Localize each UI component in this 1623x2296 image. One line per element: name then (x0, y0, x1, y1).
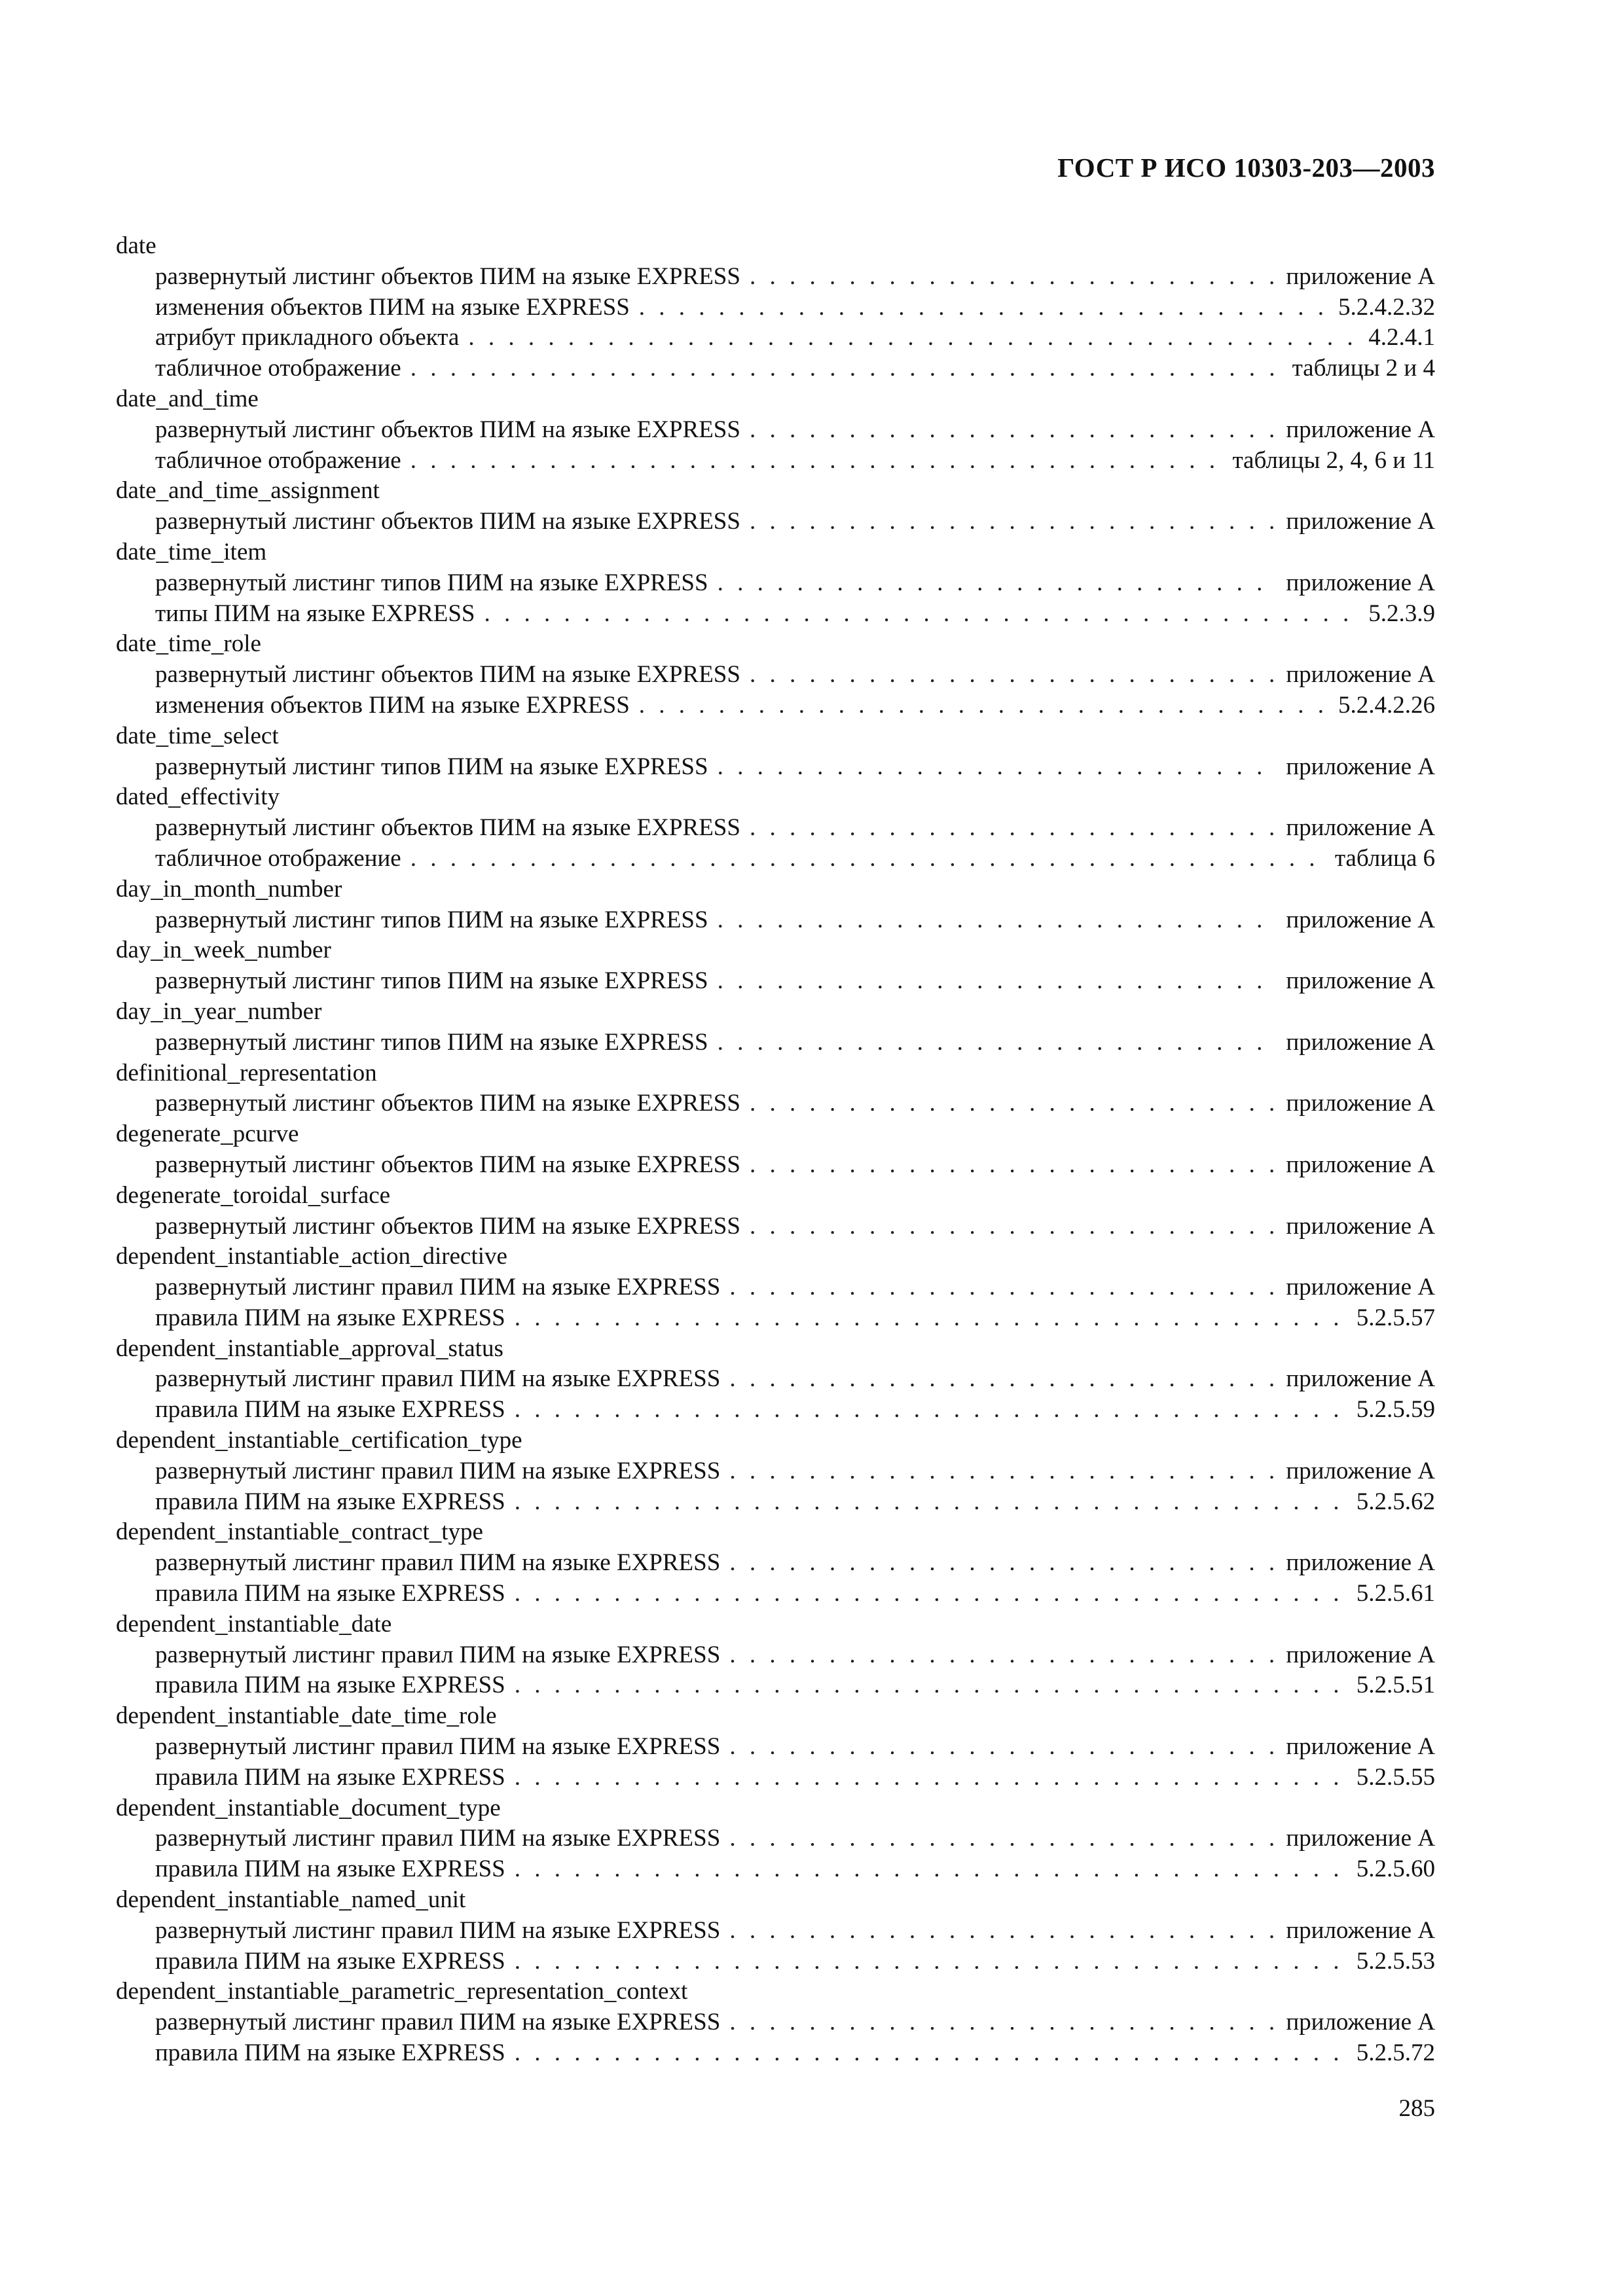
index-term: dependent_instantiable_approval_status (116, 1335, 503, 1362)
index-reference-row (116, 1579, 1435, 1609)
reference-location: 5.2.5.72 (1356, 2039, 1435, 2067)
reference-label: развернутый листинг типов ПИМ на языке EXPRESS (155, 569, 708, 596)
dot-leader (750, 813, 1277, 844)
reference-location: таблица 6 (1334, 844, 1435, 872)
reference-location: приложение А (1286, 906, 1435, 933)
reference-label: правила ПИМ на языке EXPRESS (155, 1763, 505, 1791)
dot-leader (729, 1272, 1277, 1303)
index-reference-row (116, 966, 1435, 997)
index-reference-row (116, 1763, 1435, 1793)
dot-leader (718, 966, 1277, 997)
dot-leader (410, 844, 1326, 874)
reference-location: приложение А (1286, 508, 1435, 535)
index-reference-row (116, 1088, 1435, 1119)
reference-label: развернутый листинг объектов ПИМ на языке EXPRESS (155, 1212, 740, 1240)
dot-leader (718, 752, 1277, 783)
index-reference-row (116, 568, 1435, 599)
reference-location: приложение А (1286, 1212, 1435, 1240)
dot-leader (639, 691, 1329, 721)
reference-location: приложение А (1286, 1274, 1435, 1301)
index-reference-row (116, 1364, 1435, 1395)
dot-leader (729, 1916, 1277, 1946)
index-reference-row (116, 660, 1435, 691)
reference-label: правила ПИМ на языке EXPRESS (155, 1304, 505, 1331)
dot-leader (410, 353, 1283, 384)
dot-leader (515, 1487, 1347, 1518)
index-term: dependent_instantiable_parametric_representation_context (116, 1978, 688, 2005)
index-term: date_and_time (116, 385, 259, 412)
index-reference-row (116, 1456, 1435, 1487)
index-term: date_and_time_assignment (116, 477, 380, 505)
reference-location: приложение А (1286, 1825, 1435, 1852)
reference-location: приложение А (1286, 1641, 1435, 1668)
index-reference-row (116, 813, 1435, 844)
dot-leader (729, 1548, 1277, 1579)
dot-leader (468, 323, 1359, 353)
index-reference-row (116, 1028, 1435, 1058)
index-reference-row (116, 353, 1435, 384)
dot-leader (750, 507, 1277, 537)
reference-label: развернутый листинг правил ПИМ на языке EXPRESS (155, 1916, 721, 1944)
index-reference-row (116, 1272, 1435, 1303)
index-term: dependent_instantiable_named_unit (116, 1886, 466, 1914)
reference-label: развернутый листинг объектов ПИМ на языке EXPRESS (155, 508, 740, 535)
reference-location: таблицы 2, 4, 6 и 11 (1232, 446, 1435, 474)
reference-location: приложение А (1286, 1916, 1435, 1944)
index-reference-row (116, 599, 1435, 630)
index-reference-row (116, 293, 1435, 323)
index-term: degenerate_toroidal_surface (116, 1181, 391, 1209)
reference-label: изменения объектов ПИМ на языке EXPRESS (155, 691, 630, 719)
reference-label: правила ПИМ на языке EXPRESS (155, 2039, 505, 2067)
reference-label: развернутый листинг типов ПИМ на языке EXPRESS (155, 753, 708, 780)
reference-label: табличное отображение (155, 844, 401, 872)
index-term: dated_effectivity (116, 783, 280, 811)
reference-label: развернутый листинг типов ПИМ на языке EXPRESS (155, 906, 708, 933)
reference-label: развернутый листинг правил ПИМ на языке EXPRESS (155, 1825, 721, 1852)
reference-location: приложение А (1286, 753, 1435, 780)
index-reference-row (116, 1732, 1435, 1763)
reference-label: развернутый листинг правил ПИМ на языке EXPRESS (155, 1641, 721, 1668)
dot-leader (750, 1150, 1277, 1181)
index-reference-row (116, 1854, 1435, 1885)
dot-leader (410, 446, 1224, 476)
dot-leader (750, 415, 1277, 446)
reference-location: приложение А (1286, 1457, 1435, 1484)
dot-leader (718, 905, 1277, 936)
index-reference-row (116, 2007, 1435, 2038)
dot-leader (515, 1670, 1347, 1701)
index-term: dependent_instantiable_certification_type (116, 1427, 522, 1454)
index-reference-row (116, 415, 1435, 446)
reference-label: развернутый листинг объектов ПИМ на языке EXPRESS (155, 1090, 740, 1117)
reference-location: приложение А (1286, 661, 1435, 689)
dot-leader (729, 2007, 1277, 2038)
index-reference-row (116, 691, 1435, 721)
reference-label: развернутый листинг объектов ПИМ на языке EXPRESS (155, 1151, 740, 1178)
dot-leader (729, 1823, 1277, 1854)
reference-label: табличное отображение (155, 446, 401, 474)
reference-label: развернутый листинг типов ПИМ на языке EXPRESS (155, 1028, 708, 1056)
reference-location: приложение А (1286, 967, 1435, 995)
reference-location: приложение А (1286, 1090, 1435, 1117)
reference-location: таблицы 2 и 4 (1292, 355, 1435, 382)
index-term: day_in_month_number (116, 875, 342, 903)
index-reference-row (116, 1395, 1435, 1426)
index-term: date (116, 232, 156, 259)
index-term: dependent_instantiable_action_directive (116, 1243, 507, 1270)
index-reference-row (116, 446, 1435, 476)
reference-label: правила ПИМ на языке EXPRESS (155, 1488, 505, 1515)
index-term: day_in_week_number (116, 937, 331, 964)
reference-label: табличное отображение (155, 355, 401, 382)
index-term: dependent_instantiable_date_time_role (116, 1702, 497, 1730)
reference-location: приложение А (1286, 1365, 1435, 1393)
dot-leader (515, 1395, 1347, 1426)
dot-leader (718, 1028, 1277, 1058)
index-term: dependent_instantiable_contract_type (116, 1518, 483, 1546)
reference-label: развернутый листинг правил ПИМ на языке EXPRESS (155, 1549, 721, 1577)
index-reference-row (116, 844, 1435, 874)
index-reference-row (116, 1211, 1435, 1242)
reference-location: 4.2.4.1 (1368, 324, 1435, 351)
reference-label: развернутый листинг объектов ПИМ на языке EXPRESS (155, 814, 740, 842)
index-term: day_in_year_number (116, 997, 322, 1025)
reference-location: 5.2.5.62 (1356, 1488, 1435, 1515)
dot-leader (515, 1854, 1347, 1885)
index-term: date_time_item (116, 538, 267, 565)
reference-location: 5.2.4.2.26 (1338, 691, 1435, 719)
reference-location: приложение А (1286, 416, 1435, 443)
index-reference-row (116, 1303, 1435, 1334)
reference-label: развернутый листинг правил ПИМ на языке EXPRESS (155, 1274, 721, 1301)
dot-leader (515, 1763, 1347, 1793)
index-reference-row (116, 1487, 1435, 1518)
index-reference-row (116, 1946, 1435, 1977)
reference-location: 5.2.5.57 (1356, 1304, 1435, 1331)
index-term: definitional_representation (116, 1059, 377, 1086)
index-term: dependent_instantiable_date (116, 1610, 392, 1638)
document-header: ГОСТ Р ИСО 10303-203—2003 (1057, 152, 1435, 183)
index-reference-row (116, 323, 1435, 353)
reference-location: приложение А (1286, 569, 1435, 596)
reference-label: развернутый листинг правил ПИМ на языке EXPRESS (155, 2009, 721, 2036)
index-reference-row (116, 1823, 1435, 1854)
reference-label: правила ПИМ на языке EXPRESS (155, 1856, 505, 1883)
dot-leader (750, 1211, 1277, 1242)
page-number: 285 (1398, 2095, 1435, 2122)
reference-label: изменения объектов ПИМ на языке EXPRESS (155, 293, 630, 321)
reference-label: правила ПИМ на языке EXPRESS (155, 1396, 505, 1424)
reference-location: приложение А (1286, 1549, 1435, 1577)
reference-label: атрибут прикладного объекта (155, 324, 460, 351)
index-reference-row (116, 752, 1435, 783)
index-reference-row (116, 1548, 1435, 1579)
dot-leader (515, 2038, 1347, 2069)
index-reference-row (116, 507, 1435, 537)
reference-location: 5.2.3.9 (1368, 600, 1435, 627)
reference-label: типы ПИМ на языке EXPRESS (155, 600, 475, 627)
reference-label: правила ПИМ на языке EXPRESS (155, 1672, 505, 1699)
index-reference-row (116, 1670, 1435, 1701)
reference-location: 5.2.5.59 (1356, 1396, 1435, 1424)
reference-location: приложение А (1286, 1028, 1435, 1056)
index-reference-row (116, 262, 1435, 293)
index-reference-row (116, 1150, 1435, 1181)
index-reference-row (116, 1916, 1435, 1946)
dot-leader (750, 660, 1277, 691)
reference-location: приложение А (1286, 2009, 1435, 2036)
index-reference-row (116, 1640, 1435, 1671)
index-reference-row (116, 2038, 1435, 2069)
index-term: degenerate_pcurve (116, 1121, 299, 1148)
reference-location: приложение А (1286, 262, 1435, 290)
reference-location: приложение А (1286, 814, 1435, 842)
reference-label: развернутый листинг объектов ПИМ на языке EXPRESS (155, 661, 740, 689)
reference-location: 5.2.5.53 (1356, 1947, 1435, 1975)
dot-leader (515, 1946, 1347, 1977)
reference-location: 5.2.5.61 (1356, 1580, 1435, 1607)
reference-location: 5.2.4.2.32 (1338, 293, 1435, 321)
index-reference-row (116, 905, 1435, 936)
reference-location: 5.2.5.51 (1356, 1672, 1435, 1699)
dot-leader (639, 293, 1329, 323)
reference-label: правила ПИМ на языке EXPRESS (155, 1947, 505, 1975)
dot-leader (750, 1088, 1277, 1119)
reference-label: правила ПИМ на языке EXPRESS (155, 1580, 505, 1607)
dot-leader (729, 1732, 1277, 1763)
dot-leader (515, 1579, 1347, 1609)
reference-location: 5.2.5.60 (1356, 1856, 1435, 1883)
index-term: dependent_instantiable_document_type (116, 1794, 501, 1821)
index-term: date_time_select (116, 722, 279, 749)
reference-location: 5.2.5.55 (1356, 1763, 1435, 1791)
reference-label: развернутый листинг объектов ПИМ на языке EXPRESS (155, 262, 740, 290)
dot-leader (729, 1640, 1277, 1671)
reference-label: развернутый листинг правил ПИМ на языке EXPRESS (155, 1733, 721, 1761)
reference-label: развернутый листинг объектов ПИМ на языке EXPRESS (155, 416, 740, 443)
dot-leader (718, 568, 1277, 599)
index-term: date_time_role (116, 630, 261, 658)
reference-location: приложение А (1286, 1151, 1435, 1178)
dot-leader (484, 599, 1360, 630)
dot-leader (515, 1303, 1347, 1334)
dot-leader (750, 262, 1277, 293)
dot-leader (729, 1364, 1277, 1395)
reference-label: развернутый листинг правил ПИМ на языке EXPRESS (155, 1457, 721, 1484)
subject-index (116, 231, 1435, 2069)
reference-label: развернутый листинг правил ПИМ на языке EXPRESS (155, 1365, 721, 1393)
reference-location: приложение А (1286, 1733, 1435, 1761)
dot-leader (729, 1456, 1277, 1487)
reference-label: развернутый листинг типов ПИМ на языке EXPRESS (155, 967, 708, 995)
